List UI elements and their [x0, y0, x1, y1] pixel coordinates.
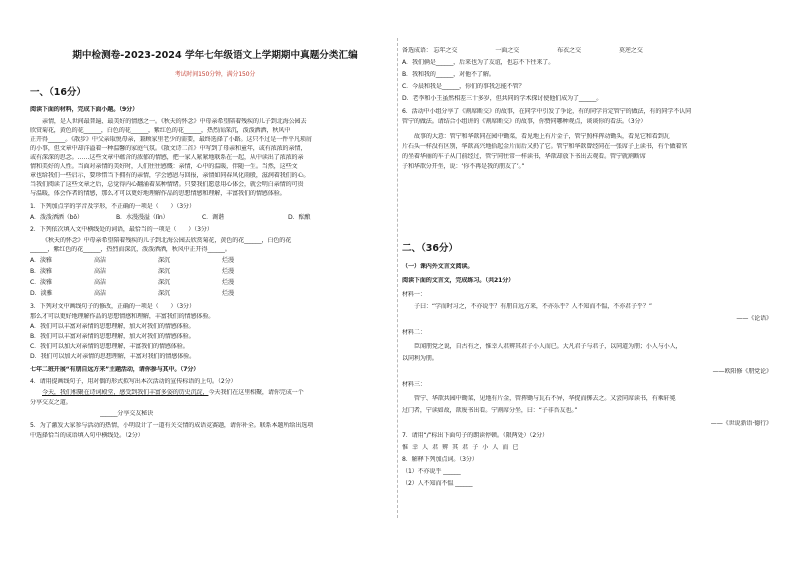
material-1-source: ——《论语》 — [736, 315, 772, 322]
question-2-option-row: C．淡雅 高洁 深沉 烂漫 — [30, 279, 234, 286]
question-2-option-row: B．淡雅 高洁 深沉 烂漫 — [30, 268, 234, 275]
question-1: 1．下列加点字的字音及字形，不正确的一项是（ ）（3分） — [30, 203, 195, 210]
story-line: 子和华歆分开坐，说：‘你不再是我的朋友了’。” — [402, 163, 525, 170]
question-3-option: C．我们可以加大对亲情的思想理解，丰富我们的情感体验。 — [30, 343, 189, 350]
option-b: B．水漫漫溢（Iǐn） — [116, 214, 169, 221]
passage-line: 或有深深的思念。……这些文章中蕴含的浓郁的情感，把一家人紧紧地联系在一起，从中读出了浓浓的亲 — [30, 154, 304, 161]
exam-time-note: 考试时间150分钟，满分150分 — [174, 71, 256, 78]
subsection-heading: （一）课内外文言文阅读。 — [402, 263, 474, 270]
question-2-stem: ______，紫红色的花______，热烈而深沉，泼泼洒洒，秋风中正开得______。 — [30, 246, 231, 253]
question-4: 4．请用提画线句子，用对偶的形式拟写出本次活动的宣传标语的上句。（2分） — [30, 378, 237, 385]
passage-line: 情和美好的人性。当面对亲情的美好时，人们往往感慨：亲情，心中的温暖，伴随一生。当然，这些文 — [30, 163, 298, 170]
question-8-a: （1）不亦说乎 ______ — [402, 468, 461, 475]
activity-heading: 七年二班开展“有朋自远方来”主题活动，请你参与其中。（7分） — [30, 366, 200, 373]
passage-line: 当我们阅读了这些文章之后，总觉得内心翻涌着某种情绪。只要我们愿意用心体会，就会明白亲情的可贵 — [30, 181, 304, 188]
passage-line: 与温暖，体会作者的情感，那么才可以更好地理解作品的思想情感和理解，丰富我们的情感体验。 — [30, 190, 286, 197]
reading-instruction-2: 阅读下面的文言文，完成练习。（共21分） — [402, 277, 515, 284]
material-2-source: ——欧阳修《朋党论》 — [712, 368, 772, 375]
material-3-text: 过门者，宁读如故，歆废书出看。宁割席分坐，曰：“子非吾友也。” — [402, 407, 578, 414]
question-3-sentence: 那么才可以更好地理解作品的思想情感和理解，丰富我们的情感体验。 — [30, 313, 215, 320]
question-6-cont: 管宁的做法。请结合小组讲的《割席断交》的故事，你赞同哪种观点，谈谈你的看法。（3分） — [402, 118, 647, 125]
story-line: 的坐着华丽的车子从门前经过，管宁同往常一样读书，华歆却放下书出去观看。管宁就割断席 — [402, 153, 646, 160]
material-1-text: 子曰：“学而时习之，不亦说乎？有朋自远方来，不亦乐乎？人不知而不愠，不亦君子乎？” — [414, 303, 652, 310]
question-7: 7．请用“/”标出下面句子的朗读停顿。（限两处）（2分） — [402, 432, 548, 439]
material-3-label: 材料三： — [402, 381, 426, 388]
question-3-option: A．我们可以丰富对亲情的思想理解，加大对我们的情感体验。 — [30, 323, 195, 330]
idiom-option: C．今晨和我是______，你们的事我怎能不管？ — [402, 83, 525, 90]
idiom-option: B．我和我的______，对他不了解。 — [402, 71, 495, 78]
option-d: D．酝酿 — [288, 214, 311, 221]
section-one-heading: 一、（16分） — [30, 87, 86, 98]
question-2-option-row: A．淡雅 高洁 深沉 烂漫 — [30, 257, 234, 264]
question-5-cont: 中选择恰当的成语填入句中横线处。（2分） — [30, 432, 144, 439]
material-2-text: 臣闻朋党之说，自古有之，惟幸人君辨其君子小人而已。大凡君子与君子，以同道为朋；小人与小人， — [414, 343, 682, 350]
question-4-text: 今天，我们相聚在诗词殿堂，感受到我们丰富多姿的历史沉淀，今天我们在这里相聚，请你完成一个 — [42, 389, 304, 396]
material-3-text: 管宁、华歆共园中锄菜，见地有片金，管挥锄与瓦石不异，华捉而掷去之。又尝同席读书，有乘轩冕 — [414, 395, 676, 402]
passage-line: 亲情，是人世间最普遍、最美好的情感之一。《秋天的怀念》中母亲希望陪着残疾的儿子到北海公园去 — [42, 118, 307, 125]
question-5: 5．为了激发大家参与活动的热情，小明设计了一道有关交情的成语竞赛题，请你补全。联系本题所给出选项 — [30, 422, 314, 429]
option-a: A．泼泼洒洒（bō） — [30, 214, 83, 221]
question-4-text: 分享交友之道。 — [30, 399, 72, 406]
question-8: 8．解释下列加点词。（3分） — [402, 456, 478, 463]
question-3: 3．下列对文中画线句子的修改，正确的一项是（ ）（3分） — [30, 303, 195, 310]
idiom-option: D．老李和小王虽然相差三十多岁，但共同的学术探讨使他们成为了______。 — [402, 95, 603, 102]
passage-line: 的小事，但文章中却洋溢着一种温馨的家庭气氛。《散文诗二首》中写到了母亲和童年，或有浓浓的亲情， — [30, 145, 307, 152]
question-3-option: B．我们可以丰富对亲情的思想理解，加大对我们的情感体验。 — [30, 333, 195, 340]
page-title: 期中检测卷-2023-2024 学年七年级语文上学期期中真题分类汇编 — [72, 50, 358, 61]
material-3-source: ——《世说新语·德行》 — [710, 420, 772, 427]
section-two-heading: 二、（36分） — [402, 243, 458, 254]
question-4-answer: ______分享交友秘诀 — [100, 410, 154, 417]
passage-line: 正开得______。《散步》中父亲取悦母亲，兼顾家里老少的需要，最终选择了小路。这只不过是一件平凡琐屑 — [30, 136, 312, 143]
reading-instruction: 阅读下面的材料，完成下面小题。（9分） — [30, 106, 139, 113]
question-2-stem: 《秋天的怀念》中母亲希望陪着残疾的儿子到北海公园去欣赏菊花，黄色的花______，白色的花 — [42, 237, 292, 244]
material-2-label: 材料二： — [402, 329, 426, 336]
passage-line: 欣赏菊花，黄色的花______，白色的花______，紫红色的花______，热烈而深沉，泼泼洒洒，秋风中 — [30, 127, 291, 134]
option-c: C．调谐 — [202, 214, 224, 221]
story-line: 故事的大意：管宁和华歆同在园中锄菜，看见地上有片金子，管宁照样挥动锄头，看见它和看到瓦 — [414, 133, 670, 140]
question-7-sentence: 惟 幸 人 君 辨 其 君 子 小 人 而 已 — [402, 444, 520, 451]
question-6: 6．活动中小组分享了《割席断交》的故事，在同学中引发了争论，有的同学肯定管宁的做法，有的同学不认同 — [402, 108, 692, 115]
question-3-option: D．我们可以加大对亲情的思想理解，丰富对我们的情感体验。 — [30, 353, 196, 360]
idiom-candidates: 备选成语： 忘年之交 一面之交 布衣之交 莫逆之交 — [402, 47, 643, 54]
story-line: 片石头一样没有区别，华歆高兴地拾起金片而后又扔了它。管宁和华歆曾经同在一张席子上读书，有个做着官 — [402, 143, 688, 150]
passage-line: 章也给我们一些启示，要珍惜当下拥有的亲情，学会感恩与回报，亲情如同春风化雨般，滋润着我们的心。 — [30, 172, 310, 179]
idiom-option: A．我们俩是______，后来也为了友谊，也忘不下往来了。 — [402, 59, 555, 66]
material-1-label: 材料一： — [402, 291, 426, 298]
question-2-option-row: D．淡雅 高洁 深沉 烂漫 — [30, 290, 234, 297]
question-2: 2．下列依次填入文中横线处的词语，最恰当的一项是（ ）（3分） — [30, 226, 213, 233]
question-1-options — [30, 214, 400, 222]
question-8-b: （2）人不知而不愠 ______ — [402, 480, 473, 487]
material-2-text: 以同利为朋。 — [402, 355, 438, 362]
